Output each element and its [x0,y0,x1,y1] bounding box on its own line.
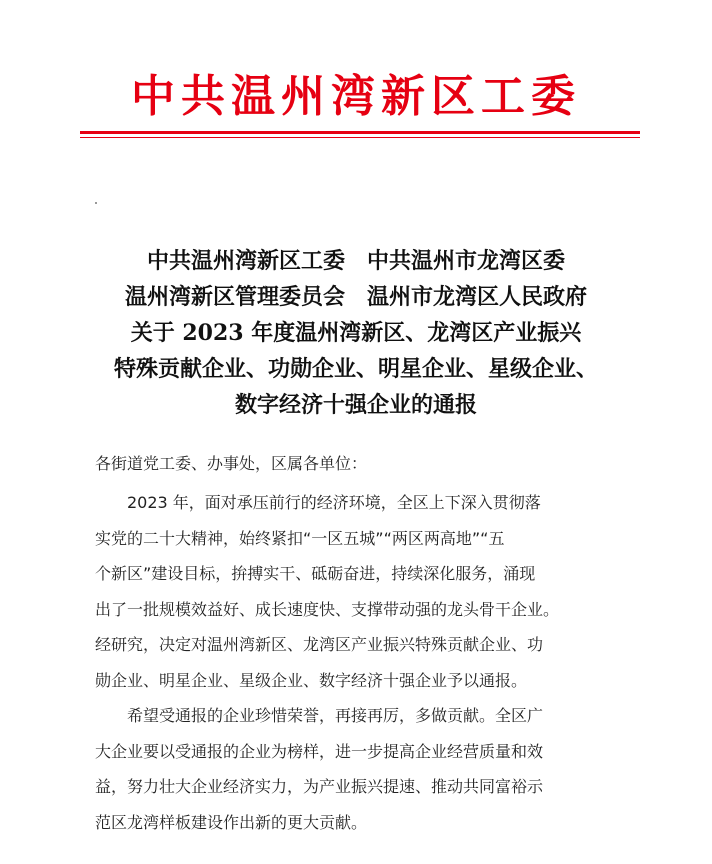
body-line: 范区龙湾样板建设作出新的更大贡献。 [95,812,368,832]
body-line: 勋企业、明星企业、星级企业、数字经济十强企业予以通报。 [95,670,528,690]
body-line: 2023 年，面对承压前行的经济环境，全区上下深入贯彻落 [95,493,541,512]
body-line: 个新区”建设目标，拚搏实干、砥砺奋进，持续深化服务，涌现 [95,564,536,583]
title-line: 中共温州湾新区工委 中共温州市龙湾区委 [146,248,565,274]
body-text [95,485,635,840]
title-line: 关于 2023 年度温州湾新区、龙湾区产业振兴 [130,320,582,346]
body-line: 出了一批规模效益好、成长速度快、支撑带动强的龙头骨干企业。 [95,599,560,619]
red-divider-thick [80,131,640,134]
document-title [60,243,652,423]
title-line: 特殊贡献企业、功勋企业、明星企业、星级企业、 [113,356,598,382]
body-line: 实党的二十大精神，始终紧扣“一区五城”“两区两高地”“五 [95,528,505,548]
body-line: 经研究，决定对温州湾新区、龙湾区产业振兴特殊贡献企业、功 [95,635,544,654]
body-line: 益，努力壮大企业经济实力，为产业振兴提速、推动共同富裕示 [95,777,544,796]
body-line: 大企业要以受通报的企业为榜样，进一步提高企业经营质量和效 [95,741,544,761]
body-line: 希望受通报的企业珍惜荣誉，再接再厉，多做贡献。全区广 [95,706,544,725]
masthead-title: 中共温州湾新区工委 [131,71,581,122]
red-divider-thin [80,137,640,138]
salutation: 各街道党工委、办事处，区属各单位： [95,454,368,473]
title-line: 温州湾新区管理委员会 温州市龙湾区人民政府 [124,284,587,310]
dot-mark [95,202,97,204]
title-line: 数字经济十强企业的通报 [234,392,477,418]
